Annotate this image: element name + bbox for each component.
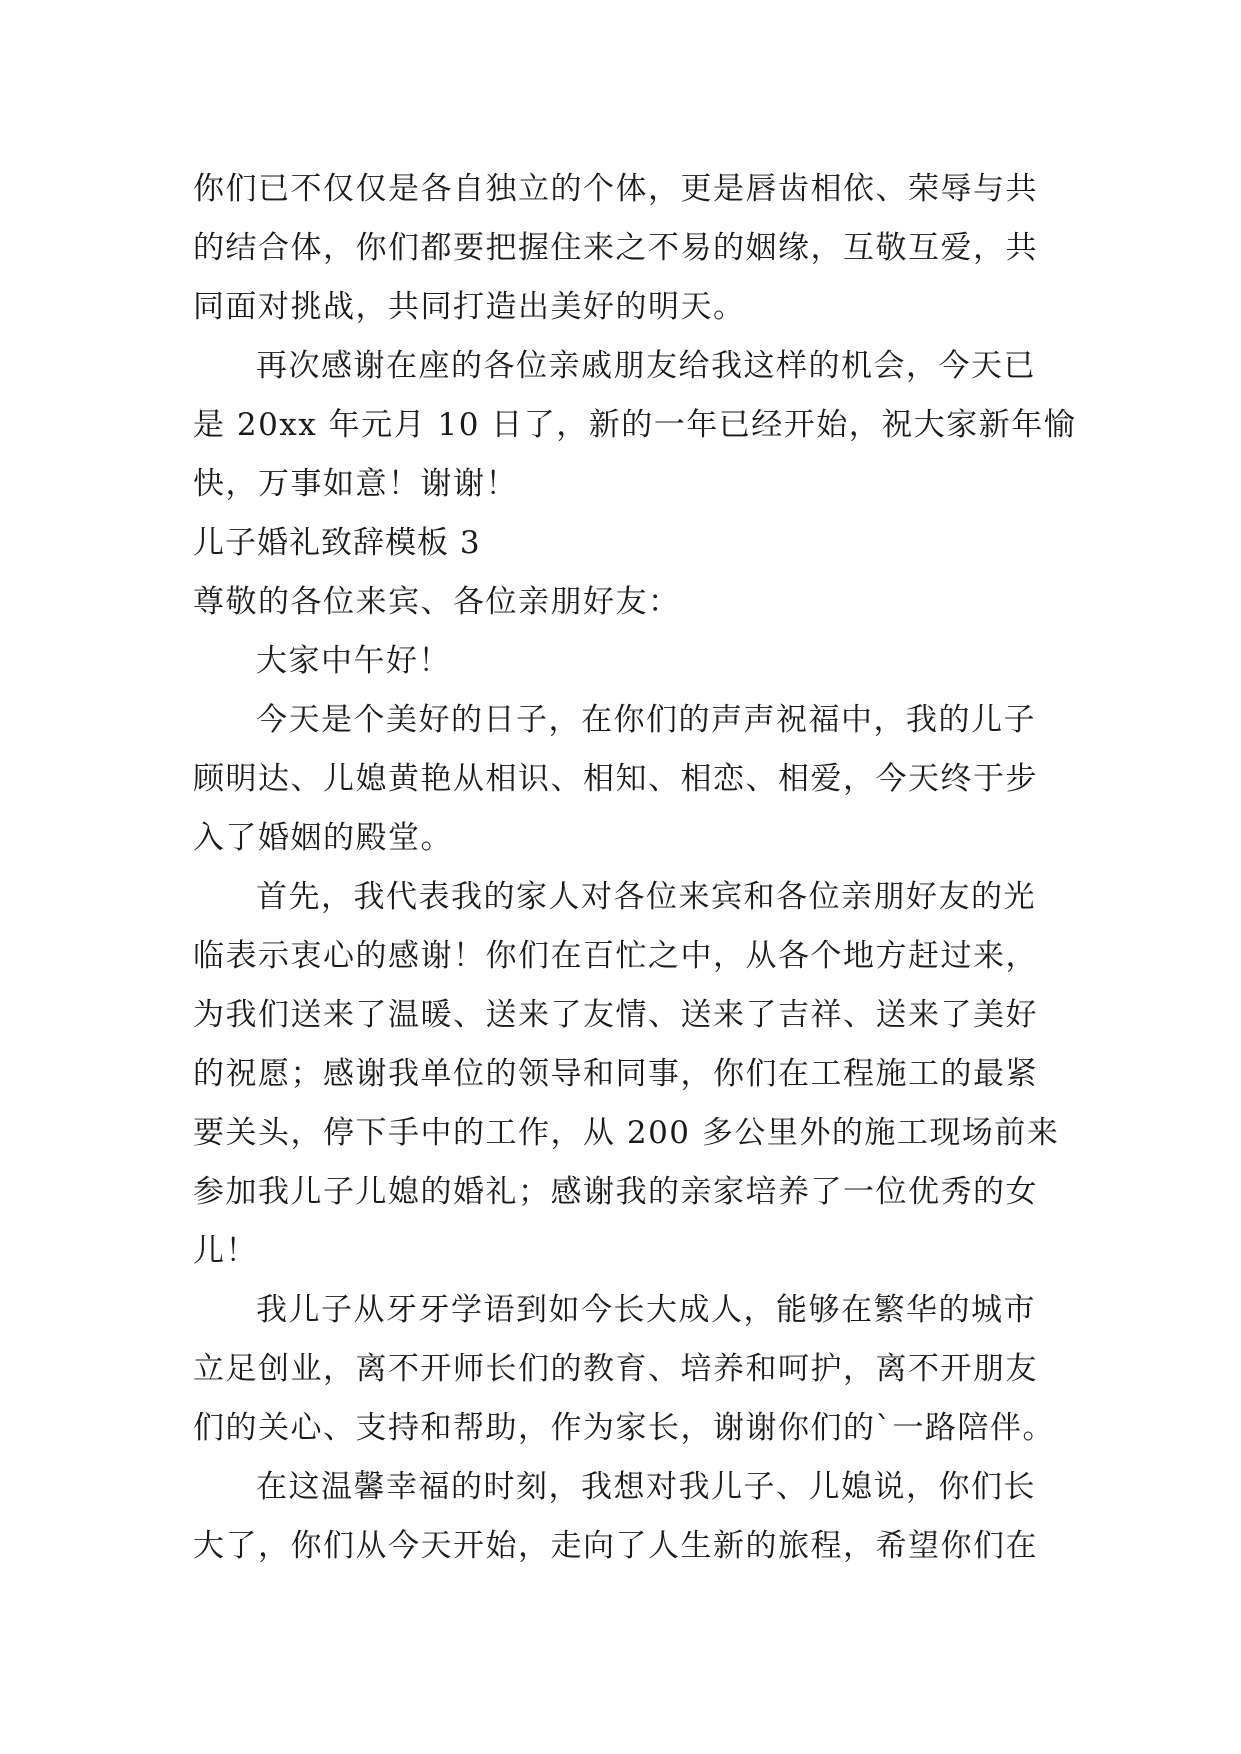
paragraph-start-line: 在这温馨幸福的时刻，我想对我儿子、儿媳说，你们长 (256, 1469, 1036, 1505)
greeting: 大家中午好！ (256, 643, 451, 679)
text-line: 的祝愿；感谢我单位的领导和同事，你们在工程施工的最紧 (193, 1056, 1038, 1092)
text-line: 是 20xx 年元月 10 日了，新的一年已经开始，祝大家新年愉 (193, 407, 1077, 443)
salutation: 尊敬的各位来宾、各位亲朋好友： (193, 584, 681, 620)
text-line: 儿！ (193, 1233, 258, 1269)
text-line: 你们已不仅仅是各自独立的个体，更是唇齿相依、荣辱与共 (193, 171, 1038, 207)
paragraph-start-line: 再次感谢在座的各位亲戚朋友给我这样的机会，今天已 (256, 348, 1036, 384)
text-line: 参加我儿子儿媳的婚礼；感谢我的亲家培养了一位优秀的女 (193, 1174, 1038, 1210)
text-line: 要关头，停下手中的工作，从 200 多公里外的施工现场前来 (193, 1115, 1060, 1151)
text-line: 快，万事如意！谢谢！ (193, 466, 518, 502)
text-line: 临表示衷心的感谢！你们在百忙之中，从各个地方赶过来， (193, 938, 1038, 974)
document-body (193, 160, 1077, 1576)
paragraph-start-line: 首先，我代表我的家人对各位来宾和各位亲朋好友的光 (256, 879, 1036, 915)
paragraph-start-line: 我儿子从牙牙学语到如今长大成人，能够在繁华的城市 (256, 1292, 1036, 1328)
text-line: 们的关心、支持和帮助，作为家长，谢谢你们的`一路陪伴。 (193, 1410, 1055, 1446)
text-line: 顾明达、儿媳黄艳从相识、相知、相恋、相爱，今天终于步 (193, 761, 1038, 797)
text-line: 同面对挑战，共同打造出美好的明天。 (193, 289, 746, 325)
section-heading: 儿子婚礼致辞模板 3 (193, 525, 481, 561)
text-line: 的结合体，你们都要把握住来之不易的姻缘，互敬互爱，共 (193, 230, 1038, 266)
paragraph-start-line: 今天是个美好的日子，在你们的声声祝福中，我的儿子 (256, 702, 1036, 738)
text-line: 大了，你们从今天开始，走向了人生新的旅程，希望你们在 (193, 1528, 1038, 1564)
text-line: 立足创业，离不开师长们的教育、培养和呵护，离不开朋友 (193, 1351, 1038, 1387)
text-line: 入了婚姻的殿堂。 (193, 820, 453, 856)
text-line: 为我们送来了温暖、送来了友情、送来了吉祥、送来了美好 (193, 997, 1038, 1033)
